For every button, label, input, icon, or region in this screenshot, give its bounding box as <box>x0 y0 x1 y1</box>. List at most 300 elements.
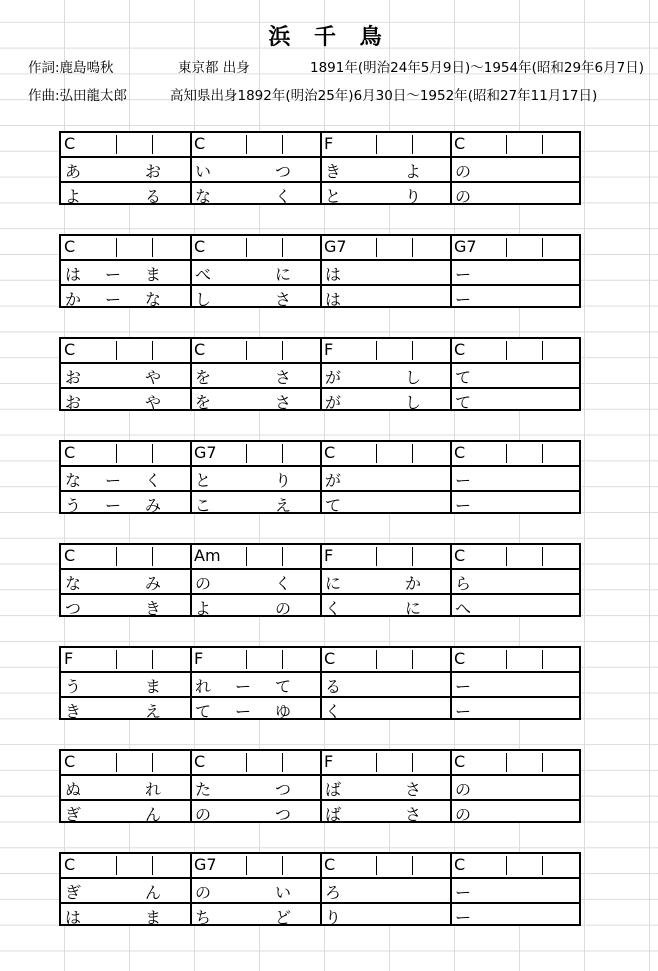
lyric-syllable: は <box>65 265 82 284</box>
beat-mark <box>506 238 507 257</box>
beat-mark <box>412 547 413 566</box>
chord-symbol: F <box>324 752 334 771</box>
beat-mark <box>246 856 247 875</box>
lyric-cell <box>61 467 191 490</box>
lyric-syllable: く <box>325 702 342 721</box>
chord-symbol: C <box>194 752 206 771</box>
lyric-cell <box>321 286 451 309</box>
chord-cell <box>61 133 191 156</box>
lyric-cell <box>61 389 191 412</box>
lyric-syllable: か <box>65 290 82 309</box>
measure-divider <box>320 854 322 924</box>
lyric-syllable: よ <box>65 187 82 206</box>
chord-cell <box>451 339 581 362</box>
beat-mark <box>376 650 377 669</box>
lyric-syllable: え <box>275 496 292 515</box>
beat-mark <box>376 135 377 154</box>
measure-divider <box>190 854 192 924</box>
lyric-cell <box>451 595 581 618</box>
chord-symbol: C <box>194 237 206 256</box>
chord-cell <box>191 236 321 259</box>
lyric-syllable: つ <box>275 780 292 799</box>
lyric-syllable: の <box>275 599 292 618</box>
chord-symbol: G7 <box>194 443 217 462</box>
lyric-syllable: つ <box>65 599 82 618</box>
lyric-syllable: に <box>275 265 292 284</box>
beat-mark <box>116 238 117 257</box>
lyric-syllable: な <box>195 187 212 206</box>
lyric-cell <box>61 183 191 206</box>
chord-cell <box>321 133 451 156</box>
measure-divider <box>190 545 192 615</box>
beat-mark <box>412 341 413 360</box>
lyric-syllable: れ <box>145 780 162 799</box>
chord-cell <box>321 648 451 671</box>
lyric-cell <box>61 776 191 799</box>
beat-mark <box>282 856 283 875</box>
lyric-syllable: ゆ <box>275 702 292 721</box>
lyric-syllable: は <box>325 290 342 309</box>
beat-mark <box>152 444 153 463</box>
chord-block <box>59 749 581 823</box>
lyric-syllable: ー <box>455 702 472 721</box>
lyric-syllable: ろ <box>325 883 342 902</box>
lyric-syllable: し <box>405 393 422 412</box>
measure-divider <box>190 442 192 512</box>
lyric-cell <box>61 286 191 309</box>
lyric-syllable: な <box>65 574 82 593</box>
beat-mark <box>376 341 377 360</box>
beat-mark <box>282 444 283 463</box>
measure-divider <box>320 442 322 512</box>
beat-mark <box>282 341 283 360</box>
measure-divider <box>450 133 452 203</box>
beat-mark <box>246 753 247 772</box>
lyric-syllable: の <box>455 162 472 181</box>
beat-mark <box>542 753 543 772</box>
lyric-cell <box>451 570 581 593</box>
lyric-cell <box>451 776 581 799</box>
lyric-cell <box>61 595 191 618</box>
lyric-syllable: う <box>65 677 82 696</box>
lyricist-name: 作詞:鹿島鳴秋 <box>28 60 114 76</box>
beat-mark <box>152 238 153 257</box>
measure-divider <box>450 545 452 615</box>
beat-mark <box>152 650 153 669</box>
lyricist-dates: 1891年(明治24年5月9日)～1954年(昭和29年6月7日) <box>310 60 644 76</box>
lyric-cell <box>61 364 191 387</box>
chord-cell <box>61 236 191 259</box>
lyric-cell <box>191 570 321 593</box>
chord-cell <box>191 545 321 568</box>
lyric-cell <box>191 158 321 181</box>
chord-symbol: F <box>64 649 74 668</box>
chord-block <box>59 646 581 720</box>
lyric-syllable: を <box>195 393 212 412</box>
chord-symbol: C <box>324 855 336 874</box>
beat-mark <box>542 238 543 257</box>
lyric-syllable: へ <box>455 599 472 618</box>
lyric-cell <box>191 183 321 206</box>
lyric-syllable: る <box>145 187 162 206</box>
lyric-syllable: あ <box>65 162 82 181</box>
lyric-syllable: さ <box>275 368 292 387</box>
beat-mark <box>282 135 283 154</box>
lyric-syllable: く <box>145 471 162 490</box>
beat-mark <box>376 238 377 257</box>
chord-cell <box>191 133 321 156</box>
lyric-syllable: が <box>325 393 342 412</box>
lyric-cell <box>451 698 581 721</box>
chord-cell <box>191 751 321 774</box>
beat-mark <box>282 238 283 257</box>
lyric-syllable: て <box>275 677 292 696</box>
beat-mark <box>412 135 413 154</box>
chord-symbol: C <box>64 443 76 462</box>
chord-block <box>59 337 581 411</box>
lyric-syllable: ー <box>105 290 122 309</box>
lyric-syllable: を <box>195 368 212 387</box>
beat-mark <box>116 444 117 463</box>
lyric-syllable: と <box>195 471 212 490</box>
beat-mark <box>542 856 543 875</box>
beat-mark <box>246 650 247 669</box>
beat-mark <box>246 547 247 566</box>
lyric-syllable: み <box>145 496 162 515</box>
lyric-syllable: き <box>325 162 342 181</box>
lyric-syllable: ぬ <box>65 780 82 799</box>
measure-divider <box>190 339 192 409</box>
chord-symbol: C <box>324 443 336 462</box>
lyric-cell <box>321 492 451 515</box>
chord-block <box>59 131 581 205</box>
beat-mark <box>506 444 507 463</box>
measure-divider <box>190 133 192 203</box>
measure-divider <box>190 648 192 718</box>
lyric-syllable: ー <box>455 290 472 309</box>
lyric-syllable: ー <box>235 677 252 696</box>
chord-cell <box>451 236 581 259</box>
lyric-syllable: ー <box>455 677 472 696</box>
beat-mark <box>152 135 153 154</box>
lyric-syllable: つ <box>275 162 292 181</box>
lyric-syllable: ば <box>325 780 342 799</box>
lyric-syllable: く <box>325 599 342 618</box>
beat-mark <box>506 547 507 566</box>
lyric-cell <box>321 879 451 902</box>
beat-mark <box>412 753 413 772</box>
lyric-cell <box>191 904 321 927</box>
lyric-syllable: ー <box>455 265 472 284</box>
beat-mark <box>246 238 247 257</box>
lyric-cell <box>61 492 191 515</box>
lyric-syllable: つ <box>275 805 292 824</box>
lyric-cell <box>451 467 581 490</box>
lyric-syllable: や <box>145 368 162 387</box>
chord-symbol: C <box>454 134 466 153</box>
lyric-syllable: り <box>405 187 422 206</box>
lyric-syllable: ー <box>455 908 472 927</box>
beat-mark <box>506 135 507 154</box>
chord-symbol: C <box>64 752 76 771</box>
chord-symbol: C <box>454 340 466 359</box>
lyric-cell <box>451 904 581 927</box>
chord-symbol: C <box>454 443 466 462</box>
lyric-syllable: ぎ <box>65 805 82 824</box>
lyric-syllable: に <box>325 574 342 593</box>
lyric-syllable: み <box>145 574 162 593</box>
lyric-cell <box>451 879 581 902</box>
lyric-cell <box>321 595 451 618</box>
lyric-syllable: い <box>195 162 212 181</box>
lyric-syllable: ー <box>105 265 122 284</box>
beat-mark <box>116 135 117 154</box>
chord-symbol: C <box>64 546 76 565</box>
chord-cell <box>61 854 191 877</box>
lyric-cell <box>61 698 191 721</box>
lyric-syllable: ぎ <box>65 883 82 902</box>
beat-mark <box>116 547 117 566</box>
chord-block <box>59 234 581 308</box>
chord-symbol: F <box>194 649 204 668</box>
lyric-syllable: は <box>325 265 342 284</box>
lyric-cell <box>61 570 191 593</box>
lyric-syllable: ば <box>325 805 342 824</box>
lyric-cell <box>321 570 451 593</box>
composer-credit <box>28 84 658 104</box>
lyric-cell <box>191 364 321 387</box>
chord-cell <box>321 339 451 362</box>
chord-cell <box>191 442 321 465</box>
chord-block <box>59 852 581 926</box>
lyric-syllable: と <box>325 187 342 206</box>
measure-divider <box>320 133 322 203</box>
measure-divider <box>450 442 452 512</box>
lyric-syllable: て <box>195 702 212 721</box>
chord-symbol: F <box>324 546 334 565</box>
chord-symbol: C <box>64 134 76 153</box>
lyric-syllable: く <box>275 187 292 206</box>
beat-mark <box>116 856 117 875</box>
chord-cell <box>451 648 581 671</box>
lyric-cell <box>61 673 191 696</box>
beat-mark <box>116 753 117 772</box>
beat-mark <box>542 444 543 463</box>
lyric-syllable: え <box>145 702 162 721</box>
lyric-syllable: お <box>65 393 82 412</box>
lyric-syllable: さ <box>405 805 422 824</box>
chord-cell <box>61 751 191 774</box>
lyric-syllable: が <box>325 368 342 387</box>
lyric-syllable: ま <box>145 677 162 696</box>
chord-cell <box>321 236 451 259</box>
chord-symbol: G7 <box>454 237 477 256</box>
lyric-syllable: は <box>65 908 82 927</box>
chord-cell <box>451 442 581 465</box>
beat-mark <box>152 547 153 566</box>
lyric-cell <box>451 673 581 696</box>
lyric-syllable: よ <box>405 162 422 181</box>
measure-divider <box>320 339 322 409</box>
lyric-cell <box>321 261 451 284</box>
lyric-syllable: さ <box>405 780 422 799</box>
beat-mark <box>412 650 413 669</box>
lyric-cell <box>321 776 451 799</box>
beat-mark <box>506 753 507 772</box>
lyric-cell <box>191 698 321 721</box>
song-title: 浜 千 鳥 <box>268 25 390 50</box>
lyric-syllable: の <box>195 574 212 593</box>
lyric-syllable: や <box>145 393 162 412</box>
beat-mark <box>246 444 247 463</box>
lyric-syllable: お <box>145 162 162 181</box>
chord-block <box>59 543 581 617</box>
lyric-syllable: よ <box>195 599 212 618</box>
chord-symbol: C <box>454 546 466 565</box>
beat-mark <box>412 444 413 463</box>
chord-symbol: C <box>454 752 466 771</box>
chord-symbol: Am <box>194 546 221 565</box>
beat-mark <box>282 753 283 772</box>
lyric-syllable: ー <box>105 496 122 515</box>
lyric-syllable: べ <box>195 265 212 284</box>
measure-divider <box>320 545 322 615</box>
lyric-cell <box>61 158 191 181</box>
lyric-syllable: た <box>195 780 212 799</box>
lyric-syllable: の <box>195 883 212 902</box>
beat-mark <box>542 650 543 669</box>
chord-cell <box>61 339 191 362</box>
lyric-cell <box>191 492 321 515</box>
lyric-syllable: ま <box>145 908 162 927</box>
beat-mark <box>542 341 543 360</box>
lyric-syllable: り <box>275 471 292 490</box>
beat-mark <box>246 135 247 154</box>
chord-symbol: G7 <box>194 855 217 874</box>
lyric-cell <box>451 389 581 412</box>
beat-mark <box>506 341 507 360</box>
measure-divider <box>450 236 452 306</box>
lyric-cell <box>321 158 451 181</box>
lyric-cell <box>321 389 451 412</box>
chord-symbol: F <box>324 134 334 153</box>
lyric-syllable: な <box>145 290 162 309</box>
chord-cell <box>191 854 321 877</box>
lyric-cell <box>451 261 581 284</box>
lyric-cell <box>321 904 451 927</box>
lyric-syllable: し <box>195 290 212 309</box>
chord-cell <box>451 133 581 156</box>
lyric-cell <box>61 261 191 284</box>
beat-mark <box>542 135 543 154</box>
lyric-syllable: ん <box>145 805 162 824</box>
chord-cell <box>191 339 321 362</box>
lyric-cell <box>191 801 321 824</box>
lyric-cell <box>191 261 321 284</box>
lyric-syllable: に <box>405 599 422 618</box>
lyric-syllable: れ <box>195 677 212 696</box>
lyric-cell <box>321 183 451 206</box>
chord-cell <box>321 854 451 877</box>
measure-divider <box>190 751 192 821</box>
lyric-syllable: さ <box>275 393 292 412</box>
lyric-cell <box>451 158 581 181</box>
chord-cell <box>321 751 451 774</box>
lyric-cell <box>191 467 321 490</box>
measure-divider <box>320 648 322 718</box>
lyric-syllable: お <box>65 368 82 387</box>
measure-divider <box>450 751 452 821</box>
chord-symbol: F <box>324 340 334 359</box>
beat-mark <box>506 650 507 669</box>
lyric-syllable: ー <box>455 471 472 490</box>
beat-mark <box>412 238 413 257</box>
measure-divider <box>450 648 452 718</box>
chord-cell <box>321 442 451 465</box>
chord-symbol: C <box>194 340 206 359</box>
measure-divider <box>190 236 192 306</box>
chord-cell <box>451 854 581 877</box>
lyric-syllable: て <box>455 393 472 412</box>
lyric-syllable: ち <box>195 908 212 927</box>
beat-mark <box>412 856 413 875</box>
lyric-cell <box>191 595 321 618</box>
lyric-cell <box>191 879 321 902</box>
chord-symbol: C <box>454 855 466 874</box>
beat-mark <box>116 650 117 669</box>
measure-divider <box>450 854 452 924</box>
beat-mark <box>376 444 377 463</box>
lyric-syllable: の <box>455 187 472 206</box>
lyric-cell <box>191 389 321 412</box>
lyric-syllable: ま <box>145 265 162 284</box>
lyric-syllable: て <box>455 368 472 387</box>
lyric-syllable: き <box>65 702 82 721</box>
lyric-syllable: の <box>455 805 472 824</box>
lyric-cell <box>191 673 321 696</box>
beat-mark <box>152 753 153 772</box>
beat-mark <box>376 753 377 772</box>
lyric-syllable: ど <box>275 908 292 927</box>
beat-mark <box>376 856 377 875</box>
lyricist-credit <box>28 56 658 76</box>
lyric-cell <box>451 183 581 206</box>
lyric-syllable: り <box>325 908 342 927</box>
lyricist-origin: 東京都 出身 <box>178 60 250 76</box>
chord-cell <box>321 545 451 568</box>
beat-mark <box>506 856 507 875</box>
lyric-syllable: ー <box>105 471 122 490</box>
lyric-cell <box>61 904 191 927</box>
composer-dates: 1892年(明治25年)6月30日～1952年(昭和27年11月17日) <box>237 88 598 104</box>
lyric-syllable: さ <box>275 290 292 309</box>
lyric-syllable: の <box>455 780 472 799</box>
lyric-cell <box>61 879 191 902</box>
beat-mark <box>116 341 117 360</box>
lyric-cell <box>321 673 451 696</box>
measure-divider <box>450 339 452 409</box>
beat-mark <box>152 856 153 875</box>
lyric-syllable: ー <box>455 496 472 515</box>
lyric-syllable: ー <box>455 883 472 902</box>
lyric-cell <box>61 801 191 824</box>
lyric-syllable: る <box>325 677 342 696</box>
lyric-cell <box>321 364 451 387</box>
lyric-syllable: て <box>325 496 342 515</box>
composer-name: 作曲:弘田龍太郎 <box>28 88 128 104</box>
lyric-cell <box>191 776 321 799</box>
chord-cell <box>451 545 581 568</box>
